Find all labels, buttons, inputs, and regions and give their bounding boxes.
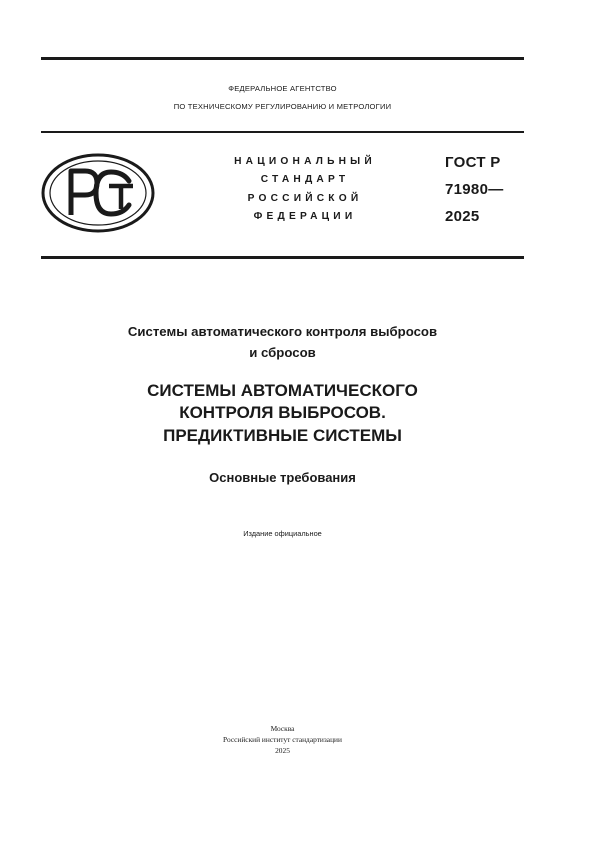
gost-designation-2: 71980— bbox=[445, 181, 504, 198]
main-title-line-3: ПРЕДИКТИВНЫЕ СИСТЕМЫ bbox=[163, 426, 402, 445]
general-title-line-2: и сбросов bbox=[249, 345, 316, 360]
standard-line-3: РОССИЙСКОЙ bbox=[247, 193, 363, 204]
publisher-city: Москва bbox=[270, 724, 295, 733]
rst-logo-icon bbox=[41, 153, 155, 233]
standard-line-2: СТАНДАРТ bbox=[260, 174, 350, 185]
standard-line-4: ФЕДЕРАЦИИ bbox=[253, 211, 357, 222]
main-title-line-1: СИСТЕМЫ АВТОМАТИЧЕСКОГО bbox=[147, 381, 418, 400]
top-rule bbox=[41, 57, 524, 60]
middle-rule bbox=[41, 131, 524, 133]
publisher-name: Российский институт стандартизации bbox=[223, 735, 342, 744]
subtitle: Основные требования bbox=[209, 470, 356, 485]
standard-line-1: НАЦИОНАЛЬНЫЙ bbox=[234, 156, 376, 167]
agency-line-2: ПО ТЕХНИЧЕСКОМУ РЕГУЛИРОВАНИЮ И МЕТРОЛОГИИ bbox=[173, 102, 392, 111]
gost-designation-1: ГОСТ Р bbox=[445, 154, 501, 171]
edition-note: Издание официальное bbox=[243, 529, 322, 538]
bottom-rule bbox=[41, 256, 524, 259]
agency-line-1: ФЕДЕРАЛЬНОЕ АГЕНТСТВО bbox=[228, 84, 337, 93]
general-title-line-1: Системы автоматического контроля выбросов bbox=[127, 324, 438, 339]
publication-year: 2025 bbox=[275, 746, 290, 755]
main-title-line-2: КОНТРОЛЯ ВЫБРОСОВ. bbox=[179, 403, 386, 422]
gost-designation-3: 2025 bbox=[445, 208, 480, 225]
